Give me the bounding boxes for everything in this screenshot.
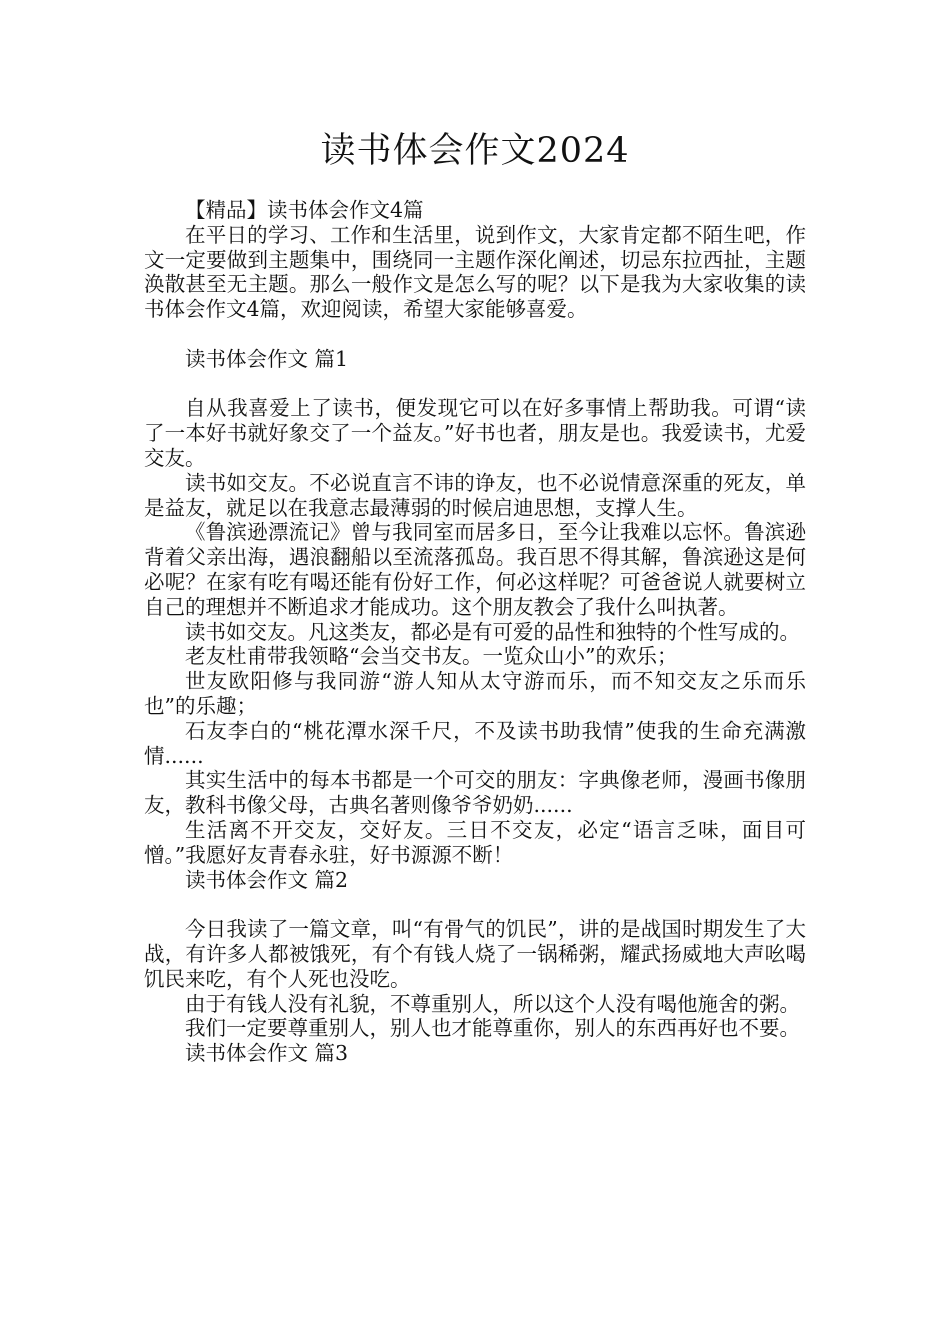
body-paragraph: 读书如交友。凡这类友，都必是有可爱的品性和独特的个性写成的。 xyxy=(185,619,800,644)
spacer xyxy=(144,372,806,397)
body-paragraph: 老友杜甫带我领略“会当交书友。一览众山小”的欢乐； xyxy=(185,644,678,669)
section-heading-1: 读书体会作文 篇1 xyxy=(185,346,349,371)
body-paragraph: 生活离不开交友，交好友。三日不交友，必定“语言乏味，面目可憎。”我愿好友青春永驻，好书源源不断！ xyxy=(144,817,806,867)
body-paragraph: 石友李白的“桃花潭水深千尺，不及读书助我情”使我的生命充满激情...... xyxy=(144,718,806,768)
document-body xyxy=(144,198,806,1066)
body-paragraph: 世友欧阳修与我同游“游人知从太守游而乐，而不知交友之乐而乐也”的乐趣； xyxy=(144,669,806,718)
body-paragraph: 读书如交友。不必说直言不讳的诤友，也不必说情意深重的死友，单是益友，就足以在我意志最薄弱的时候启迪思想，支撑人生。 xyxy=(144,470,806,520)
subtitle-paragraph: 【精品】读书体会作文4篇 xyxy=(185,198,424,222)
section-heading-3: 读书体会作文 篇3 xyxy=(185,1041,349,1066)
section-heading-2: 读书体会作文 篇2 xyxy=(185,867,349,892)
spacer xyxy=(144,892,806,917)
body-paragraph: 我们一定要尊重别人，别人也才能尊重你，别人的东西再好也不要。 xyxy=(185,1016,800,1041)
body-paragraph: 自从我喜爱上了读书，便发现它可以在好多事情上帮助我。可谓“读了一本好书就好象交了一个益友。”好书也者，朋友是也。我爱读书，尤爱交友。 xyxy=(144,396,806,470)
document-title: 读书体会作文2024 xyxy=(320,131,630,171)
intro-paragraph: 在平日的学习、工作和生活里，说到作文，大家肯定都不陌生吧，作文一定要做到主题集中，围绕同一主题作深化阐述，切忌东拉西扯，主题涣散甚至无主题。那么一般作文是怎么写的呢？以下是我为大家收集的读书体会作文4篇，欢迎阅读，希望大家能够喜爱。 xyxy=(144,222,806,322)
body-paragraph: 其实生活中的每本书都是一个可交的朋友：字典像老师，漫画书像朋友，教科书像父母，古典名著则像爷爷奶奶...... xyxy=(144,768,806,818)
body-paragraph: 由于有钱人没有礼貌，不尊重别人，所以这个人没有喝他施舍的粥。 xyxy=(185,991,800,1016)
spacer xyxy=(144,322,806,347)
body-paragraph: 《鲁滨逊漂流记》曾与我同室而居多日，至今让我难以忘怀。鲁滨逊背着父亲出海，遇浪翻船以至流落孤岛。我百思不得其解，鲁滨逊这是何必呢？在家有吃有喝还能有份好工作，何必这样呢？可爸爸说人就要树立自己的理想并不断追求才能成功。这个朋友教会了我什么叫执著。 xyxy=(144,520,806,619)
body-paragraph: 今日我读了一篇文章，叫“有骨气的饥民”，讲的是战国时期发生了大战，有许多人都被饿死，有个有钱人烧了一锅稀粥，耀武扬威地大声吆喝饥民来吃，有个人死也没吃。 xyxy=(144,917,806,991)
